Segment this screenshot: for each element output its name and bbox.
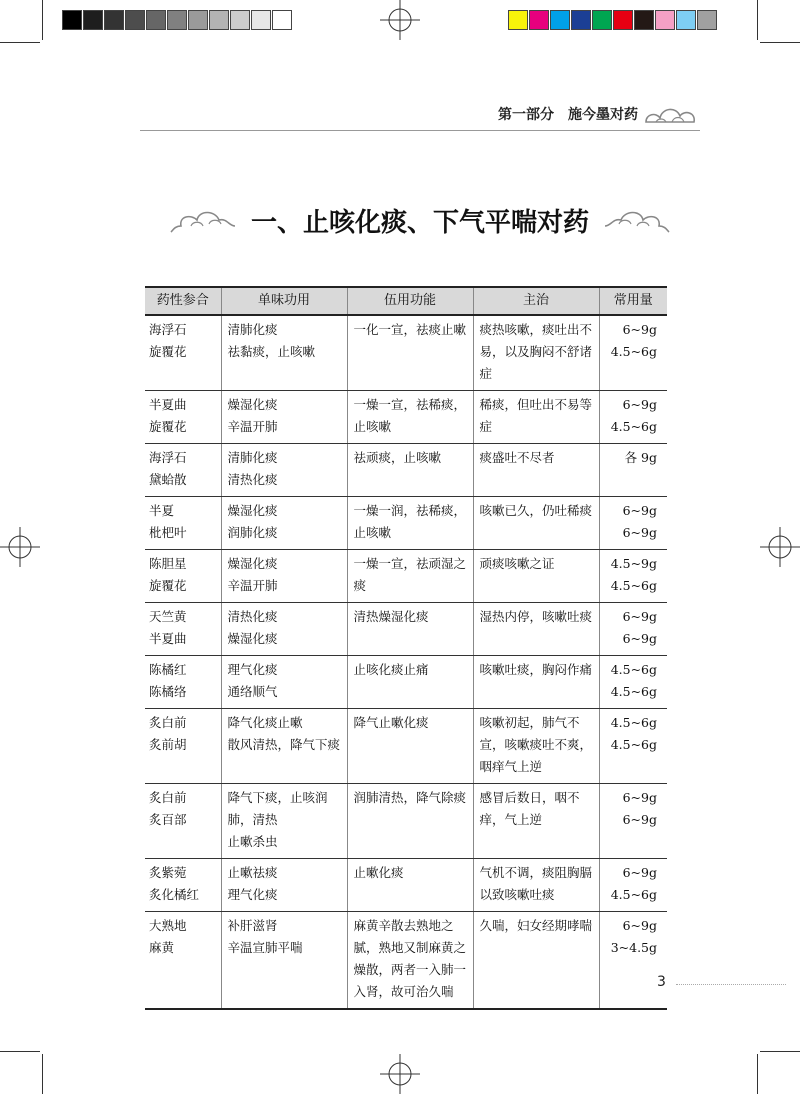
single-function: 燥湿化痰 [227,397,278,412]
single-function-cell [221,391,347,444]
combined-function-cell [347,444,473,497]
indication-cell [473,709,599,784]
dose-cell [599,444,667,497]
single-function: 燥湿化痰 [227,556,278,571]
combined-function: 一燥一宣，祛稀痰，止咳嗽 [353,397,467,434]
single-function-cell [221,315,347,391]
color-swatch [104,10,124,30]
color-swatch [592,10,612,30]
herb-name: 陈橘络 [149,684,187,699]
herb-name: 炙紫菀 [149,865,187,880]
color-swatch [634,10,654,30]
herb-name: 炙百部 [149,812,187,827]
dose-cell [599,656,667,709]
crop-mark [760,42,800,43]
herb-name: 海浮石 [149,450,187,465]
dose-value: 6~9g [622,397,657,412]
dose-value: 4.5~6g [610,578,657,593]
herb-name: 半夏 [149,503,175,518]
herb-name: 旋覆花 [149,578,187,593]
running-header [140,100,700,131]
single-function-cell [221,709,347,784]
indication: 咳嗽吐痰，胸闷作痛 [479,662,593,677]
combined-function-cell [347,603,473,656]
dose-value: 6~9g [622,525,657,540]
color-swatch [655,10,675,30]
dose-value: 6~9g [622,503,657,518]
dose-cell [599,912,667,1010]
indication-cell [473,656,599,709]
dose-value: 4.5~6g [610,715,657,730]
indication: 稀痰，但吐出不易等症 [479,397,593,434]
dose-value: 各 9g [624,450,657,465]
herb-name: 旋覆花 [149,344,187,359]
single-function: 祛黏痰，止咳嗽 [227,344,316,359]
single-function: 理气化痰 [227,887,278,902]
dose-cell [599,784,667,859]
single-function: 润肺化痰 [227,525,278,540]
single-function: 理气化痰 [227,662,278,677]
gray-color-bar [62,10,293,30]
column-header: 主治 [473,287,599,315]
indication-cell [473,444,599,497]
crop-mark [757,0,758,40]
single-function-cell [221,444,347,497]
color-swatch [272,10,292,30]
combined-function-cell [347,784,473,859]
dose-cell [599,709,667,784]
single-function: 清肺化痰 [227,450,278,465]
registration-mark-icon [380,0,420,40]
dose-value: 4.5~6g [610,662,657,677]
herb-cell [145,550,221,603]
dose-value: 4.5~6g [610,737,657,752]
herb-name: 炙化橘红 [149,887,200,902]
combined-function-cell [347,497,473,550]
single-function: 辛温开肺 [227,578,278,593]
combined-function-cell [347,859,473,912]
herb-name: 海浮石 [149,322,187,337]
dose-cell [599,550,667,603]
dose-cell [599,391,667,444]
herb-cell [145,912,221,1010]
combined-function-cell [347,315,473,391]
table-row [145,391,667,444]
single-function: 辛温开肺 [227,419,278,434]
color-swatch [676,10,696,30]
herb-cell [145,859,221,912]
table-row [145,550,667,603]
herb-name: 麻黄 [149,940,175,955]
section-title-block [140,200,700,240]
color-swatch [125,10,145,30]
single-function: 清热化痰 [227,609,278,624]
single-function: 辛温宣肺平喘 [227,940,303,955]
combined-function: 一燥一润，祛稀痰，止咳嗽 [353,503,467,540]
table-row [145,603,667,656]
crop-mark [42,1054,43,1094]
dose-cell [599,603,667,656]
indication-cell [473,550,599,603]
color-swatch [188,10,208,30]
dose-value: 4.5~6g [610,419,657,434]
table-row [145,859,667,912]
combined-function: 清热燥湿化痰 [353,609,429,624]
single-function-cell [221,656,347,709]
combined-function-cell [347,709,473,784]
indication-cell [473,497,599,550]
herb-name: 大熟地 [149,918,187,933]
indication: 痰盛吐不尽者 [479,450,555,465]
cloud-ornament-icon [169,206,237,234]
herb-cell [145,391,221,444]
column-header: 单味功用 [221,287,347,315]
combined-function: 降气止嗽化痰 [353,715,429,730]
combined-function-cell [347,656,473,709]
page-number: 3 [657,974,666,990]
indication: 咳嗽已久，仍吐稀痰 [479,503,593,518]
single-function: 降气下痰，止咳润肺，清热 [227,790,328,827]
color-swatch [550,10,570,30]
single-function: 补肝滋肾 [227,918,278,933]
dose-value: 3~4.5g [610,940,657,955]
indication: 湿热内停，咳嗽吐痰 [479,609,593,624]
color-swatch [529,10,549,30]
combined-function: 止嗽化痰 [353,865,404,880]
indication-cell [473,315,599,391]
crop-mark [42,0,43,40]
color-swatch [571,10,591,30]
single-function: 燥湿化痰 [227,631,278,646]
herb-cell [145,315,221,391]
color-swatch [83,10,103,30]
cloud-ornament-icon [642,100,700,130]
herb-name: 炙白前 [149,715,187,730]
dose-value: 4.5~6g [610,344,657,359]
herb-name: 半夏曲 [149,397,187,412]
color-swatch [251,10,271,30]
column-header: 药性参合 [145,287,221,315]
combined-function: 麻黄辛散去熟地之腻，熟地又制麻黄之燥散，两者一入肺一入肾，故可治久喘 [353,918,467,999]
table-row [145,497,667,550]
dose-value: 6~9g [622,790,657,805]
single-function: 止嗽祛痰 [227,865,278,880]
herb-cell [145,497,221,550]
dose-value: 6~9g [622,609,657,624]
indication: 久喘，妇女经期哮喘 [479,918,593,933]
combined-function-cell [347,912,473,1010]
color-swatch [167,10,187,30]
single-function: 止嗽杀虫 [227,834,278,849]
table-row [145,784,667,859]
single-function: 散风清热，降气下痰 [227,737,341,752]
table-row [145,912,667,1010]
indication: 感冒后数日，咽不痒，气上逆 [479,790,580,827]
single-function-cell [221,912,347,1010]
single-function: 通络顺气 [227,684,278,699]
cloud-ornament-icon [603,206,671,234]
herb-cell [145,656,221,709]
table-row [145,656,667,709]
indication-cell [473,391,599,444]
crop-mark [760,1051,800,1052]
indication-cell [473,603,599,656]
combined-function: 一化一宣，祛痰止嗽 [353,322,467,337]
dose-value: 6~9g [622,631,657,646]
single-function: 燥湿化痰 [227,503,278,518]
combined-function: 止咳化痰止痛 [353,662,429,677]
single-function-cell [221,859,347,912]
indication: 顽痰咳嗽之证 [479,556,555,571]
dose-value: 4.5~9g [610,556,657,571]
table-row [145,315,667,391]
indication: 气机不调，痰阻胸膈以致咳嗽吐痰 [479,865,593,902]
single-function: 清热化痰 [227,472,278,487]
registration-mark-icon [380,1054,420,1094]
color-swatch [613,10,633,30]
crop-mark [0,1051,40,1052]
herb-cell [145,709,221,784]
dose-value: 6~9g [622,812,657,827]
section-title: 一、止咳化痰、下气平喘对药 [250,207,589,238]
color-swatch [209,10,229,30]
color-swatch [146,10,166,30]
combined-function: 一燥一宣，祛顽湿之痰 [353,556,467,593]
color-swatch [697,10,717,30]
process-color-bar [508,10,718,30]
indication: 咳嗽初起，肺气不宣，咳嗽痰吐不爽，咽痒气上逆 [479,715,593,774]
indication-cell [473,912,599,1010]
table-row [145,709,667,784]
color-swatch [230,10,250,30]
crop-mark [0,42,40,43]
herb-name: 陈胆星 [149,556,187,571]
herb-name: 天竺黄 [149,609,187,624]
herb-name: 旋覆花 [149,419,187,434]
header-text: 第一部分 施今墨对药 [498,107,638,123]
single-function-cell [221,784,347,859]
dose-value: 6~9g [622,322,657,337]
indication: 痰热咳嗽，痰吐出不易，以及胸闷不舒诸症 [479,322,593,381]
column-header: 常用量 [599,287,667,315]
herb-name: 陈橘红 [149,662,187,677]
herb-name: 枇杷叶 [149,525,187,540]
dose-value: 4.5~6g [610,887,657,902]
herb-name: 炙白前 [149,790,187,805]
herb-cell [145,603,221,656]
dose-cell [599,859,667,912]
column-header: 伍用功能 [347,287,473,315]
single-function-cell [221,497,347,550]
color-swatch [62,10,82,30]
dose-cell [599,315,667,391]
color-swatch [508,10,528,30]
combined-function-cell [347,550,473,603]
herb-cell [145,784,221,859]
indication-cell [473,859,599,912]
combined-function: 祛顽痰，止咳嗽 [353,450,442,465]
registration-mark-icon [0,527,40,567]
single-function: 降气化痰止嗽 [227,715,303,730]
page-number-divider [676,984,786,985]
registration-mark-icon [760,527,800,567]
table-header-row [145,287,667,315]
dose-cell [599,497,667,550]
single-function: 清肺化痰 [227,322,278,337]
herb-name: 炙前胡 [149,737,187,752]
herb-name: 黛蛤散 [149,472,187,487]
table-row [145,444,667,497]
herb-cell [145,444,221,497]
herb-name: 半夏曲 [149,631,187,646]
combined-function: 润肺清热，降气除痰 [353,790,467,805]
crop-mark [757,1054,758,1094]
single-function-cell [221,603,347,656]
dose-value: 6~9g [622,918,657,933]
herb-pair-table [145,286,667,1010]
indication-cell [473,784,599,859]
dose-value: 6~9g [622,865,657,880]
single-function-cell [221,550,347,603]
combined-function-cell [347,391,473,444]
dose-value: 4.5~6g [610,684,657,699]
